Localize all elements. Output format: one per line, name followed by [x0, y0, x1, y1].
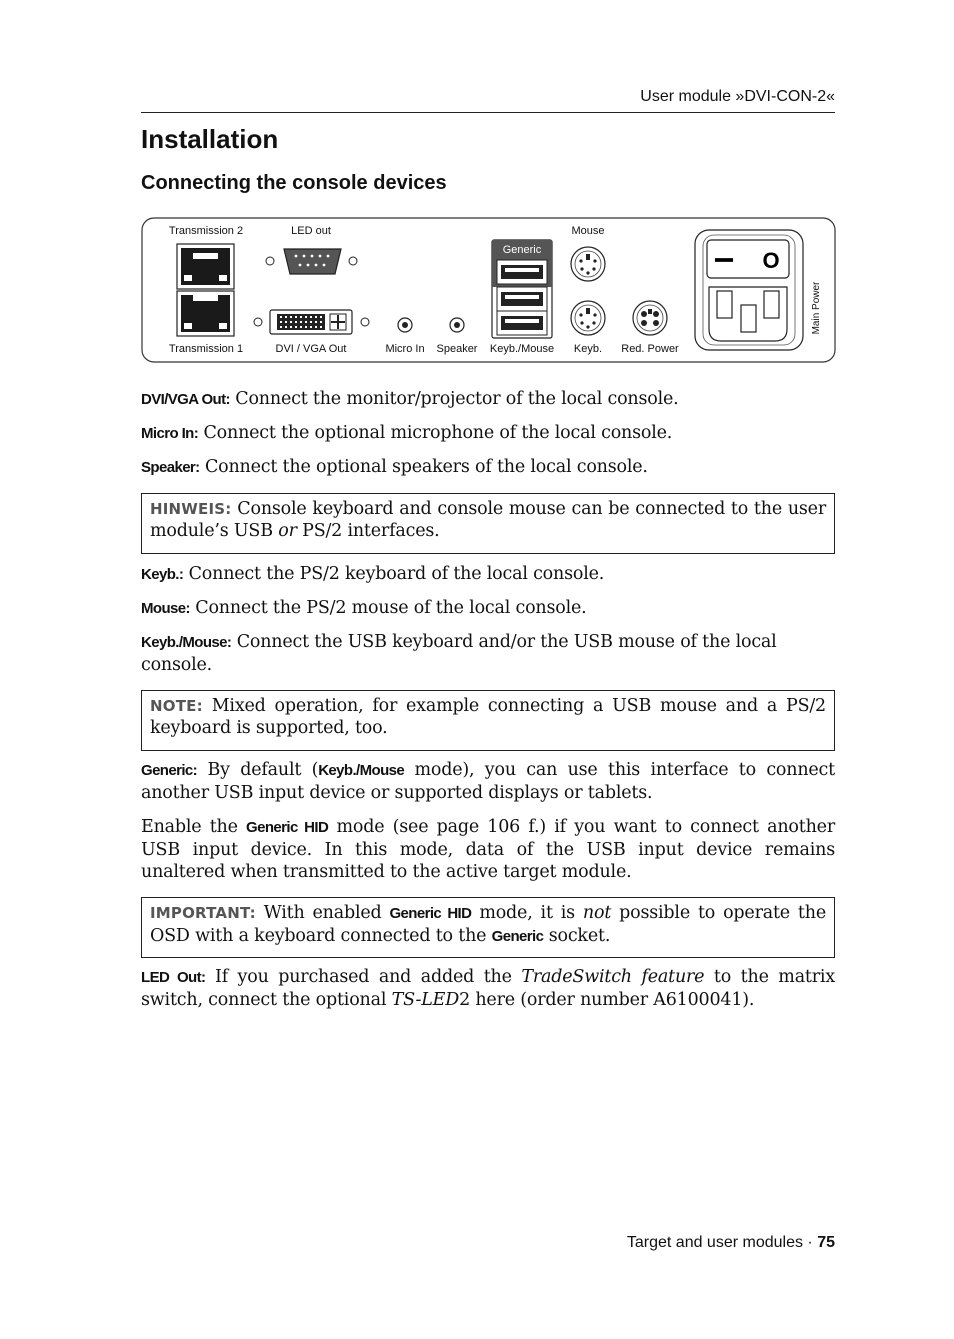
note-text-important-1: With enabled	[255, 903, 390, 923]
text-mouse: Connect the PS/2 mouse of the local console.	[189, 598, 587, 618]
term-generic: Generic:	[141, 762, 198, 779]
text-generic-1: By default (	[197, 760, 319, 780]
rear-panel-svg	[141, 217, 836, 363]
text-led-2: to the matrix switch, connect the optional	[141, 967, 835, 1010]
label-red-power: Red. Power	[621, 343, 679, 355]
label-transmission1: Transmission 1	[168, 343, 244, 355]
page-footer	[141, 1234, 835, 1252]
note-label-hinweis: HINWEIS:	[150, 500, 232, 518]
footer-section: Target and user modules ·	[626, 1234, 818, 1251]
label-main-power: Main Power	[811, 281, 822, 335]
paragraph-led-out	[141, 966, 835, 1011]
micro-in-jack	[398, 318, 412, 332]
main-power-block	[695, 230, 803, 350]
term-generic-note: Generic	[491, 928, 544, 945]
text-micro-in: Connect the optional microphone of the local console.	[198, 423, 673, 443]
note-emphasis-not: not	[582, 903, 612, 923]
paragraph-micro-in	[141, 422, 835, 445]
paragraph-dvi-vga-out	[141, 388, 835, 411]
paragraph-generic	[141, 759, 835, 804]
label-generic: Generic	[502, 244, 542, 256]
paragraph-keyb-mouse	[141, 631, 835, 676]
ps2-mouse-port	[571, 247, 605, 281]
paragraph-enable-generic-hid	[141, 816, 835, 883]
emphasis-tradeswitch: TradeSwitch feature	[521, 967, 705, 987]
running-header: User module »DVI-CON-2«	[640, 88, 835, 105]
paragraph-keyb	[141, 563, 835, 586]
redundant-power-port	[633, 301, 667, 335]
term-generic-hid-note: Generic HID	[389, 905, 472, 922]
note-text-hinweis: Console keyboard and console mouse can be connected to the user module’s USB	[150, 499, 826, 541]
note-box-hinweis	[141, 493, 835, 554]
paragraph-mouse	[141, 597, 835, 620]
label-mouse: Mouse	[571, 225, 605, 237]
note-label-note: NOTE:	[150, 697, 203, 715]
rear-panel-diagram	[141, 217, 836, 363]
note-text-important-3: possible to operate the OSD with a keyboard connected to the	[150, 903, 826, 946]
power-switch-on-symbol: I	[709, 256, 739, 264]
note-text-important-4: socket.	[543, 926, 611, 946]
speaker-jack	[450, 318, 464, 332]
term-speaker: Speaker:	[141, 459, 200, 476]
text-enable-2: mode (see page 106 f.) if you want to connect another USB input device. In this mode, data of the USB input device remains unaltered when transmitted to the active target module.	[141, 817, 835, 882]
label-transmission2: Transmission 2	[168, 225, 244, 237]
note-box-note	[141, 690, 835, 751]
text-led-1: If you purchased and added the	[205, 967, 522, 987]
text-keyb: Connect the PS/2 keyboard of the local console.	[183, 564, 605, 584]
label-dvi-vga-out: DVI / VGA Out	[275, 343, 347, 355]
label-keyb-mouse: Keyb./Mouse	[489, 343, 555, 355]
emphasis-ts-led: TS-LED	[391, 990, 460, 1010]
term-mouse: Mouse:	[141, 600, 190, 617]
label-led-out: LED out	[291, 225, 331, 237]
section-subtitle: Connecting the console devices	[141, 172, 447, 194]
text-keyb-mouse: Connect the USB keyboard and/or the USB mouse of the local console.	[141, 632, 777, 675]
note-box-important	[141, 897, 835, 958]
term-keyb-mouse-inline: Keyb./Mouse	[318, 762, 405, 779]
power-switch-off-symbol: O	[762, 248, 780, 273]
term-keyb-mouse: Keyb./Mouse:	[141, 634, 232, 651]
term-generic-hid: Generic HID	[246, 819, 329, 836]
text-led-3: 2 here (order number A6100041).	[459, 990, 755, 1010]
note-text-note: Mixed operation, for example connecting a USB mouse and a PS/2 keyboard is supported, too.	[150, 696, 826, 738]
rj45-port-transmission2	[177, 244, 234, 289]
label-speaker: Speaker	[436, 343, 478, 355]
rj45-port-transmission1	[177, 291, 234, 336]
paragraph-speaker	[141, 456, 835, 479]
page-number: 75	[817, 1234, 835, 1251]
header-rule	[141, 112, 835, 113]
term-led-out: LED Out:	[141, 969, 206, 986]
note-text-hinweis-end: PS/2 interfaces.	[296, 521, 440, 541]
text-speaker: Connect the optional speakers of the local console.	[199, 457, 648, 477]
note-label-important: IMPORTANT:	[150, 904, 256, 922]
term-micro-in: Micro In:	[141, 425, 199, 442]
label-keyb: Keyb.	[573, 343, 603, 355]
term-keyb: Keyb.:	[141, 566, 184, 583]
ps2-keyboard-port	[571, 301, 605, 335]
label-micro-in: Micro In	[385, 343, 425, 355]
text-generic-2: mode), you can use this interface to connect another USB input device or supported displays or tablets.	[141, 760, 835, 803]
dvi-vga-port	[254, 310, 369, 334]
note-text-important-2: mode, it is	[471, 903, 583, 923]
text-dvi-vga-out: Connect the monitor/projector of the local console.	[229, 389, 679, 409]
note-emphasis-or: or	[278, 521, 297, 541]
text-enable-1: Enable the	[141, 817, 247, 837]
section-title: Installation	[141, 124, 279, 154]
term-dvi-vga-out: DVI/VGA Out:	[141, 391, 230, 408]
